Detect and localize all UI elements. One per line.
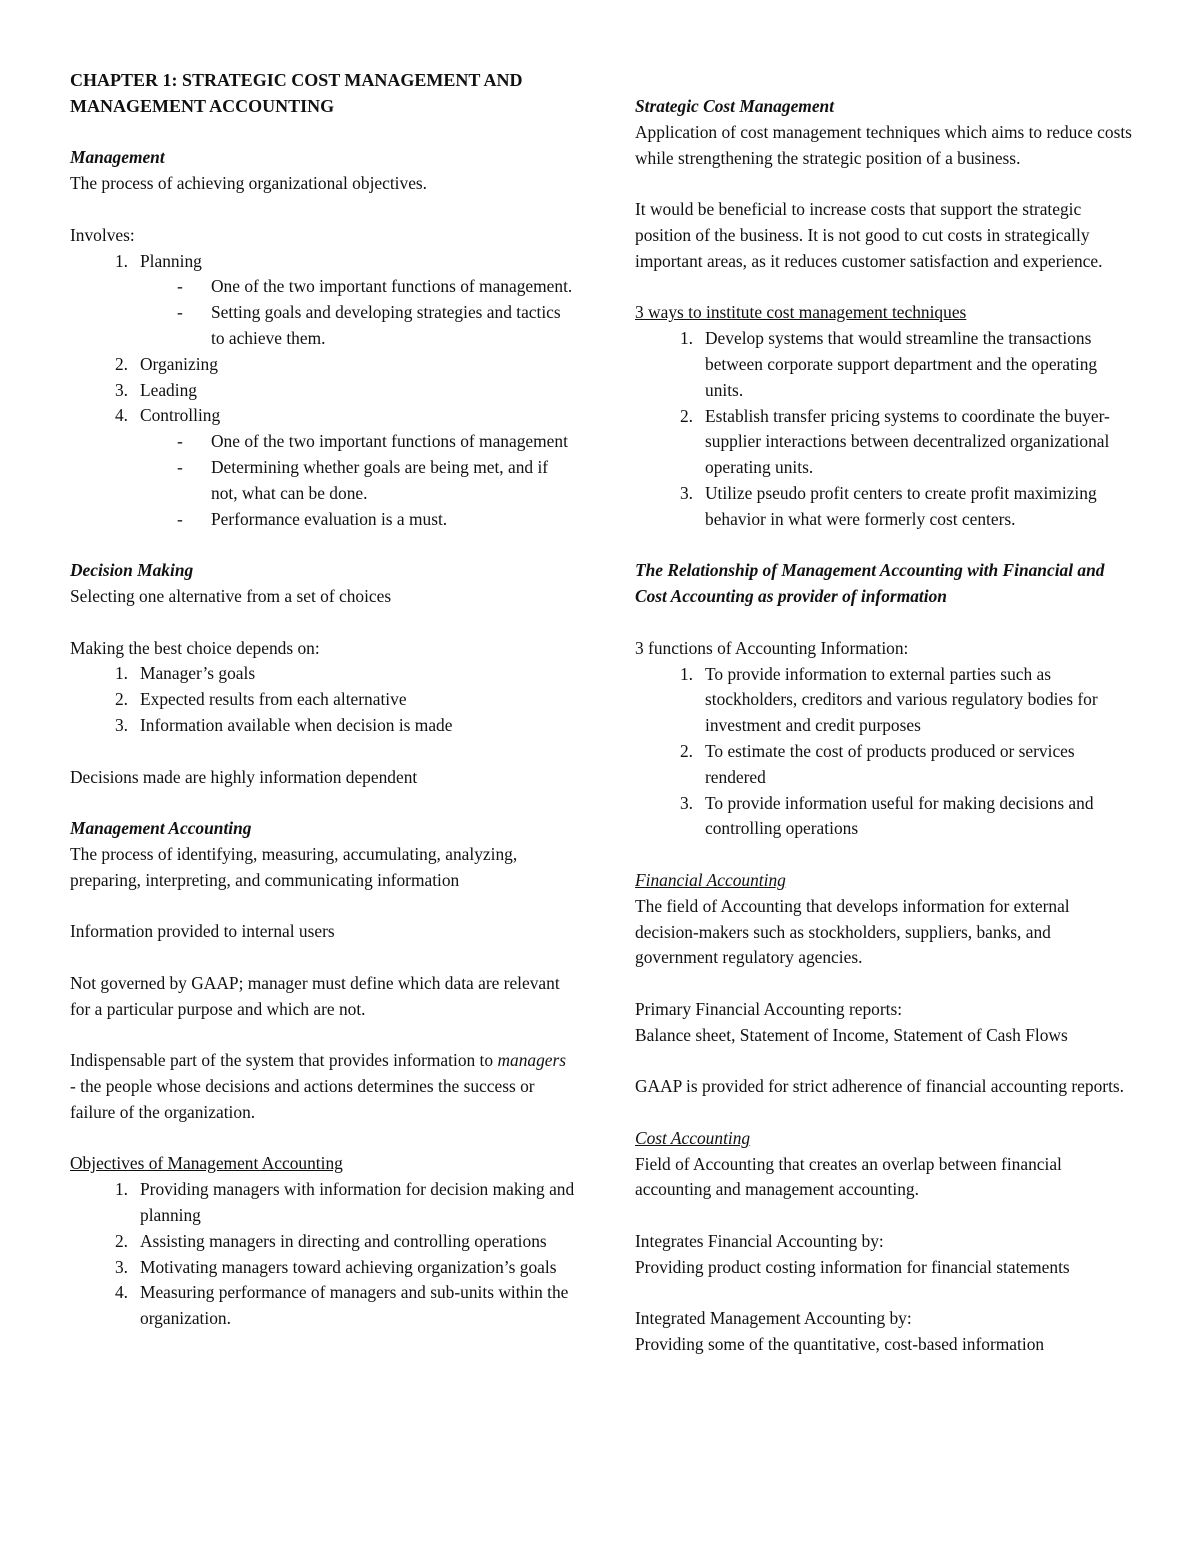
list-item: 2. Establish transfer pricing systems to coordinate the buyer-supplier interactions between decentralized organizational operating units. bbox=[679, 405, 1110, 478]
management-heading: Management bbox=[70, 147, 165, 168]
list-item: 3. To provide information useful for making decisions and controlling operations bbox=[679, 792, 1094, 839]
involves-label: Involves: bbox=[70, 224, 135, 245]
depends-label: Making the best choice depends on: bbox=[70, 637, 320, 658]
integrates-ma-text: Providing some of the quantitative, cost-based information bbox=[635, 1334, 1045, 1355]
fa-gaap-note: GAAP is provided for strict adherence of financial accounting reports. bbox=[635, 1076, 1125, 1097]
list-item: 2. Organizing bbox=[114, 353, 218, 374]
decision-making-heading: Decision Making bbox=[70, 560, 194, 581]
decision-factors-list bbox=[70, 661, 575, 738]
managers-term: managers bbox=[497, 1050, 567, 1071]
list-item: - One of the two important functions of management bbox=[177, 431, 568, 452]
cost-accounting-heading: Cost Accounting bbox=[635, 1127, 751, 1148]
reports-label: Primary Financial Accounting reports: bbox=[635, 998, 903, 1019]
decisions-note: Decisions made are highly information dependent bbox=[70, 766, 418, 787]
financial-accounting-definition: The field of Accounting that develops information for external decision-makers such as stockholders, suppliers, banks, and government regulatory agencies. bbox=[635, 895, 1070, 968]
functions-label: 3 functions of Accounting Information: bbox=[635, 637, 909, 658]
list-item: 1. Manager’s goals bbox=[114, 663, 256, 684]
ways-list bbox=[635, 326, 1135, 532]
list-item: 4. Controlling - One of the two important functions of management - Determining whether goals are being met, and if not, what can be done. - Performance evaluation is a must. bbox=[70, 403, 575, 532]
integrates-fa-text: Providing product costing information for financial statements bbox=[635, 1256, 1070, 1277]
management-accounting-definition: The process of identifying, measuring, accumulating, analyzing, preparing, interpreting, and communicating information bbox=[70, 843, 518, 890]
list-item: 1. To provide information to external parties such as stockholders, creditors and various regulatory bodies for investment and credit purposes bbox=[679, 663, 1098, 736]
list-item: - One of the two important functions of management. bbox=[177, 276, 573, 297]
management-accounting-heading: Management Accounting bbox=[70, 818, 252, 839]
relationship-heading: The Relationship of Management Accounting with Financial and Cost Accounting as provider of information bbox=[635, 560, 1105, 607]
scm-definition: Application of cost management techniques which aims to reduce costs while strengthening the strategic position of a business. bbox=[635, 121, 1132, 168]
list-item: - Performance evaluation is a must. bbox=[177, 508, 448, 529]
planning-sublist bbox=[70, 274, 575, 351]
integrates-fa-label: Integrates Financial Accounting by: bbox=[635, 1231, 884, 1252]
objectives-list bbox=[70, 1177, 575, 1332]
list-item: - Setting goals and developing strategies and tactics to achieve them. bbox=[177, 302, 561, 348]
chapter-title: CHAPTER 1: STRATEGIC COST MANAGEMENT AND MANAGEMENT ACCOUNTING bbox=[70, 70, 523, 116]
list-item: 3. Leading bbox=[114, 379, 197, 400]
list-item: 3. Utilize pseudo profit centers to create profit maximizing behavior in what were formerly cost centers. bbox=[679, 482, 1097, 529]
functions-list bbox=[635, 662, 1135, 843]
left-column bbox=[70, 68, 575, 1332]
list-item: 2. Expected results from each alternative bbox=[114, 689, 407, 710]
scm-heading: Strategic Cost Management bbox=[635, 96, 835, 116]
reports-list: Balance sheet, Statement of Income, Statement of Cash Flows bbox=[635, 1024, 1068, 1045]
list-item: 1. Planning - One of the two important functions of management. - Setting goals and developing strategies and tactics to achieve them. bbox=[70, 249, 575, 352]
list-item: 1. Providing managers with information for decision making and planning bbox=[114, 1179, 575, 1226]
list-item: 4. Measuring performance of managers and sub-units within the organization. bbox=[114, 1282, 569, 1329]
list-item: 3. Motivating managers toward achieving organization’s goals bbox=[114, 1256, 557, 1277]
integrates-ma-label: Integrated Management Accounting by: bbox=[635, 1308, 912, 1329]
list-item: 3. Information available when decision is made bbox=[114, 714, 453, 735]
financial-accounting-heading: Financial Accounting bbox=[635, 869, 786, 890]
list-item: 2. Assisting managers in directing and controlling operations bbox=[114, 1230, 547, 1251]
list-item: - Determining whether goals are being met, and if not, what can be done. bbox=[177, 456, 549, 503]
decision-making-definition: Selecting one alternative from a set of choices bbox=[70, 585, 392, 606]
management-functions-list bbox=[70, 249, 575, 533]
scm-beneficial-note: It would be beneficial to increase costs that support the strategic position of the business. It is not good to cut costs in strategically important areas, as it reduces customer satisfaction and experience. bbox=[635, 199, 1103, 271]
list-item: 1. Develop systems that would streamline the transactions between corporate support department and the operating units. bbox=[679, 328, 1098, 400]
objectives-heading: Objectives of Management Accounting bbox=[70, 1153, 343, 1174]
gaap-note: Not governed by GAAP; manager must define which data are relevant for a particular purpose and which are not. bbox=[70, 972, 560, 1019]
internal-users-note: Information provided to internal users bbox=[70, 921, 335, 942]
ways-heading: 3 ways to institute cost management techniques bbox=[635, 302, 967, 323]
cost-accounting-definition: Field of Accounting that creates an overlap between financial accounting and management accounting. bbox=[635, 1153, 1062, 1200]
list-item: 2. To estimate the cost of products produced or services rendered bbox=[679, 740, 1075, 787]
indispensable-note: Indispensable part of the system that provides information to managers - the people whose decisions and actions determines the success or failure of the organization. bbox=[70, 1050, 567, 1122]
controlling-sublist bbox=[70, 429, 575, 532]
management-definition: The process of achieving organizational objectives. bbox=[70, 173, 428, 194]
right-column bbox=[635, 94, 1135, 1358]
